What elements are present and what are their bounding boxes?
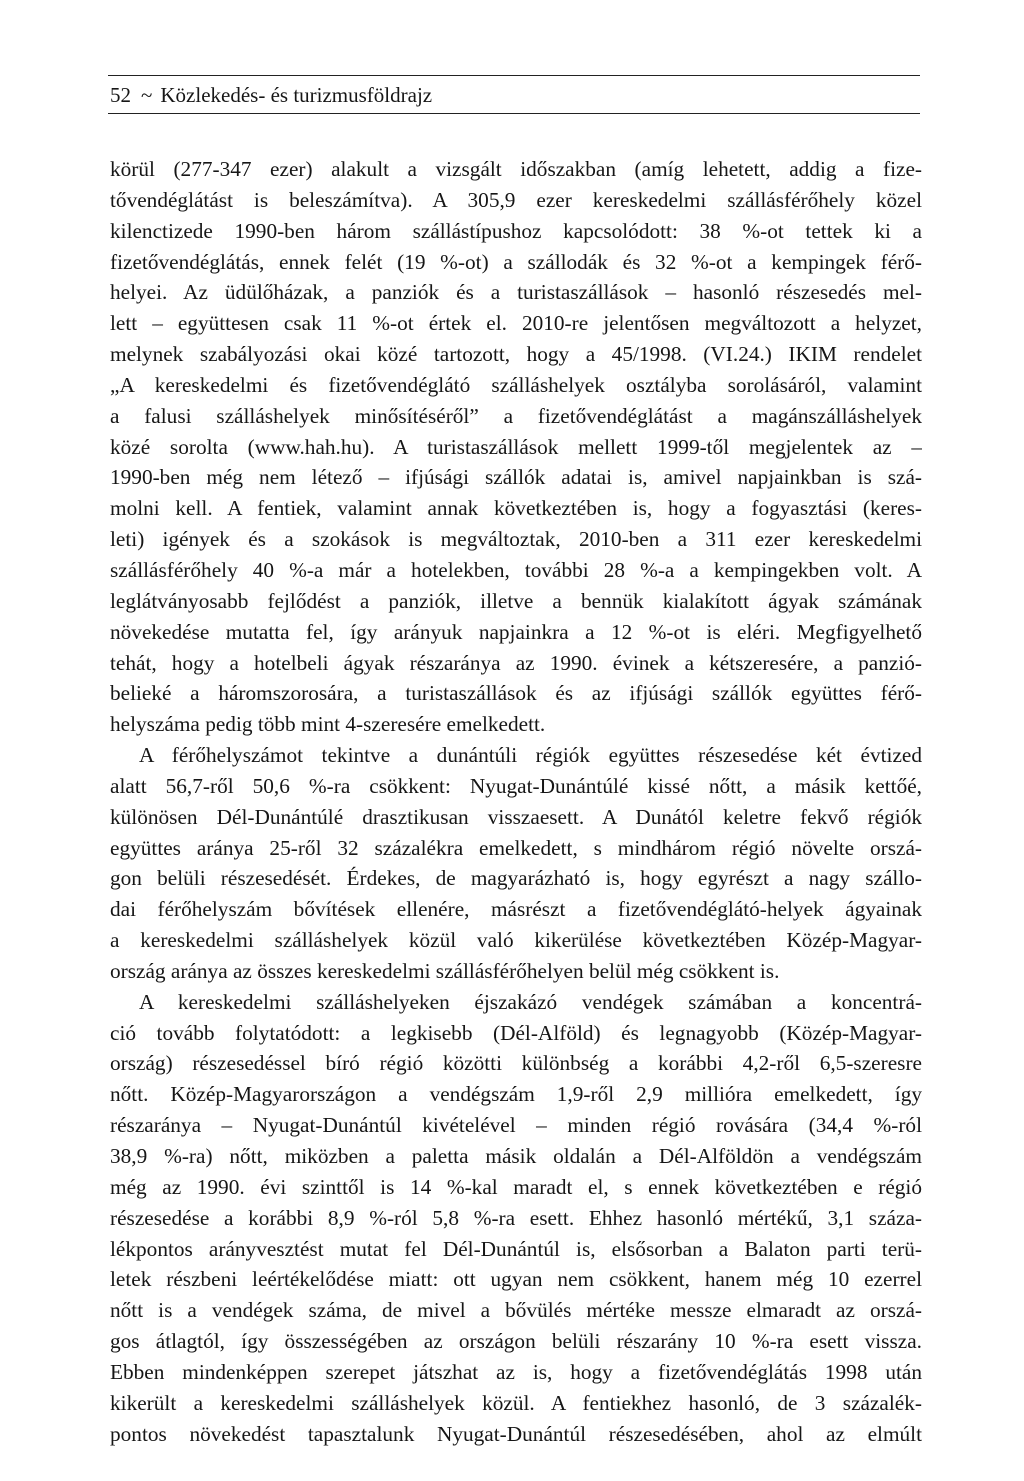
text-line: közé sorolta (www.hah.hu). A turistaszállások mellett 1999-től megjelentek az – xyxy=(110,434,922,459)
text-line: gon belüli részesedését. Érdekes, de magyarázható is, hogy egyrészt a nagy szállo- xyxy=(110,866,922,891)
text-line: körül (277-347 ezer) alakult a vizsgált időszakban (amíg lehetett, addig a fize- xyxy=(110,157,922,181)
text-line: kikerült a kereskedelmi szálláshelyek közül. A fentiekhez hasonló, de 3 százalék- xyxy=(110,1390,922,1415)
paragraph xyxy=(110,740,922,987)
text-line: A kereskedelmi szálláshelyeken éjszakázó vendégek számában a koncentrá- xyxy=(139,989,922,1014)
text-line: együttes aránya 25-ről 32 százalékra emelkedett, s mindhárom régió növelte orszá- xyxy=(110,835,922,860)
text-line: molni kell. A fentiek, valamint annak következtében is, hogy a fogyasztási (keres- xyxy=(110,496,922,521)
text-line: pontos növekedést tapasztalunk Nyugat-Dunántúl részesedésében, ahol az elmúlt xyxy=(110,1421,922,1446)
page-number: 52 xyxy=(110,83,131,107)
text-line: szállásférőhely 40 %-a már a hotelekben, további 28 %-a a kempingekben volt. A xyxy=(110,557,922,582)
text-line: A férőhelyszámot tekintve a dunántúli régiók együttes részesedése két évtized xyxy=(139,743,922,768)
text-line: nőtt is a vendégek száma, de mivel a bővülés mértéke messze elmaradt az orszá- xyxy=(110,1298,922,1323)
text-line: részaránya – Nyugat-Dunántúl kivételével – minden régió rovására (34,4 %-ról xyxy=(110,1113,922,1138)
text-line: helyei. Az üdülőházak, a panziók és a turistaszállások – hasonló részesedés mel- xyxy=(110,280,922,305)
text-line: Ebben mindenképpen szerepet játszhat az is, hogy a fizetővendéglátás 1998 után xyxy=(110,1359,922,1384)
text-line: ország aránya az összes kereskedelmi szállásférőhelyen belül még csökkent is. xyxy=(110,958,780,983)
header-rule-bottom xyxy=(108,113,920,114)
text-line: „A kereskedelmi és fizetővendéglátó szálláshelyek osztályba sorolásáról, valamint xyxy=(110,372,922,397)
text-line: leti) igények és a szokások is megváltoztak, 2010-ben a 311 ezer kereskedelmi xyxy=(110,527,922,552)
body-text xyxy=(110,154,922,1454)
text-line: alatt 56,7-ről 50,6 %-ra csökkent: Nyugat-Dunántúlé kissé nőtt, a másik kettőé, xyxy=(110,773,922,798)
chapter-title: Közlekedés- és turizmusföldrajz xyxy=(160,83,433,107)
text-line: tővendéglátást is beleszámítva). A 305,9 ezer kereskedelmi szállásférőhely közel xyxy=(110,187,922,212)
text-line: kilenctizede 1990-ben három szállástípushoz kapcsolódott: 38 %-ot tettek ki a xyxy=(110,218,922,243)
text-line: dai férőhelyszám bővítések ellenére, másrészt a fizetővendéglátó-helyek ágyainak xyxy=(110,897,922,922)
text-line: 1990-ben még nem létező – ifjúsági szállók adatai is, amivel napjainkban is szá- xyxy=(110,465,922,490)
text-line: helyszáma pedig több mint 4-szeresére emelkedett. xyxy=(110,712,546,737)
text-line: tehát, hogy a hotelbeli ágyak részaránya az 1990. évinek a kétszeresére, a panzió- xyxy=(110,650,922,675)
text-line: részesedése a korábbi 8,9 %-ról 5,8 %-ra esett. Ehhez hasonló mértékű, 3,1 száza- xyxy=(110,1205,922,1230)
text-line: a kereskedelmi szálláshelyek közül való kikerülése következtében Közép-Magyar- xyxy=(110,928,922,953)
text-line: gos átlagtól, így összességében az országon belüli részarány 10 %-ra esett vissza. xyxy=(110,1329,922,1354)
text-line: melynek szabályozási okai közé tartozott, hogy a 45/1998. (VI.24.) IKIM rendelet xyxy=(110,342,922,367)
text-line: nőtt. Közép-Magyarországon a vendégszám 1,9-ről 2,9 millióra emelkedett, így xyxy=(110,1082,922,1107)
paragraph xyxy=(110,987,922,1450)
paragraph xyxy=(110,154,922,740)
running-header xyxy=(110,78,920,112)
text-line: letek részbeni leértékelődése miatt: ott ugyan nem csökkent, hanem még 10 ezerrel xyxy=(110,1267,922,1292)
text-line: leglátványosabb fejlődést a panziók, illetve a bennük kialakított ágyak számának xyxy=(110,588,922,613)
header-separator: ~ xyxy=(141,83,153,107)
text-line: lett – együttesen csak 11 %-ot értek el. 2010-re jelentősen megváltozott a helyzet, xyxy=(110,311,922,336)
text-line: a falusi szálláshelyek minősítéséről” a fizetővendéglátást a magánszálláshelyek xyxy=(110,403,922,428)
text-line: még az 1990. évi szinttől is 14 %-kal maradt el, s ennek következtében e régió xyxy=(110,1174,922,1199)
text-line: növekedése mutatta fel, így arányuk napjainkra a 12 %-ot is eléri. Megfigyelhető xyxy=(110,619,922,644)
text-line: belieké a háromszorosára, a turistaszállások és az ifjúsági szállók együttes férő- xyxy=(110,681,922,706)
text-line: lékpontos arányvesztést mutat fel Dél-Dunántúl is, elsősorban a Balaton parti terü- xyxy=(110,1236,922,1261)
header-rule-top xyxy=(108,75,920,76)
text-line: fizetővendéglátás, ennek felét (19 %-ot) a szállodák és 32 %-ot a kempingek férő- xyxy=(110,249,922,274)
text-line: 38,9 %-ra) nőtt, miközben a paletta másik oldalán a Dél-Alföldön a vendégszám xyxy=(110,1144,922,1168)
text-line: ország) részesedéssel bíró régió közötti különbség a korábbi 4,2-ről 6,5-szeresre xyxy=(110,1051,922,1076)
text-line: ció tovább folytatódott: a legkisebb (Dél-Alföld) és legnagyobb (Közép-Magyar- xyxy=(110,1020,922,1045)
text-line: különösen Dél-Dunántúlé drasztikusan visszaesett. A Dunától keletre fekvő régiók xyxy=(110,804,922,829)
